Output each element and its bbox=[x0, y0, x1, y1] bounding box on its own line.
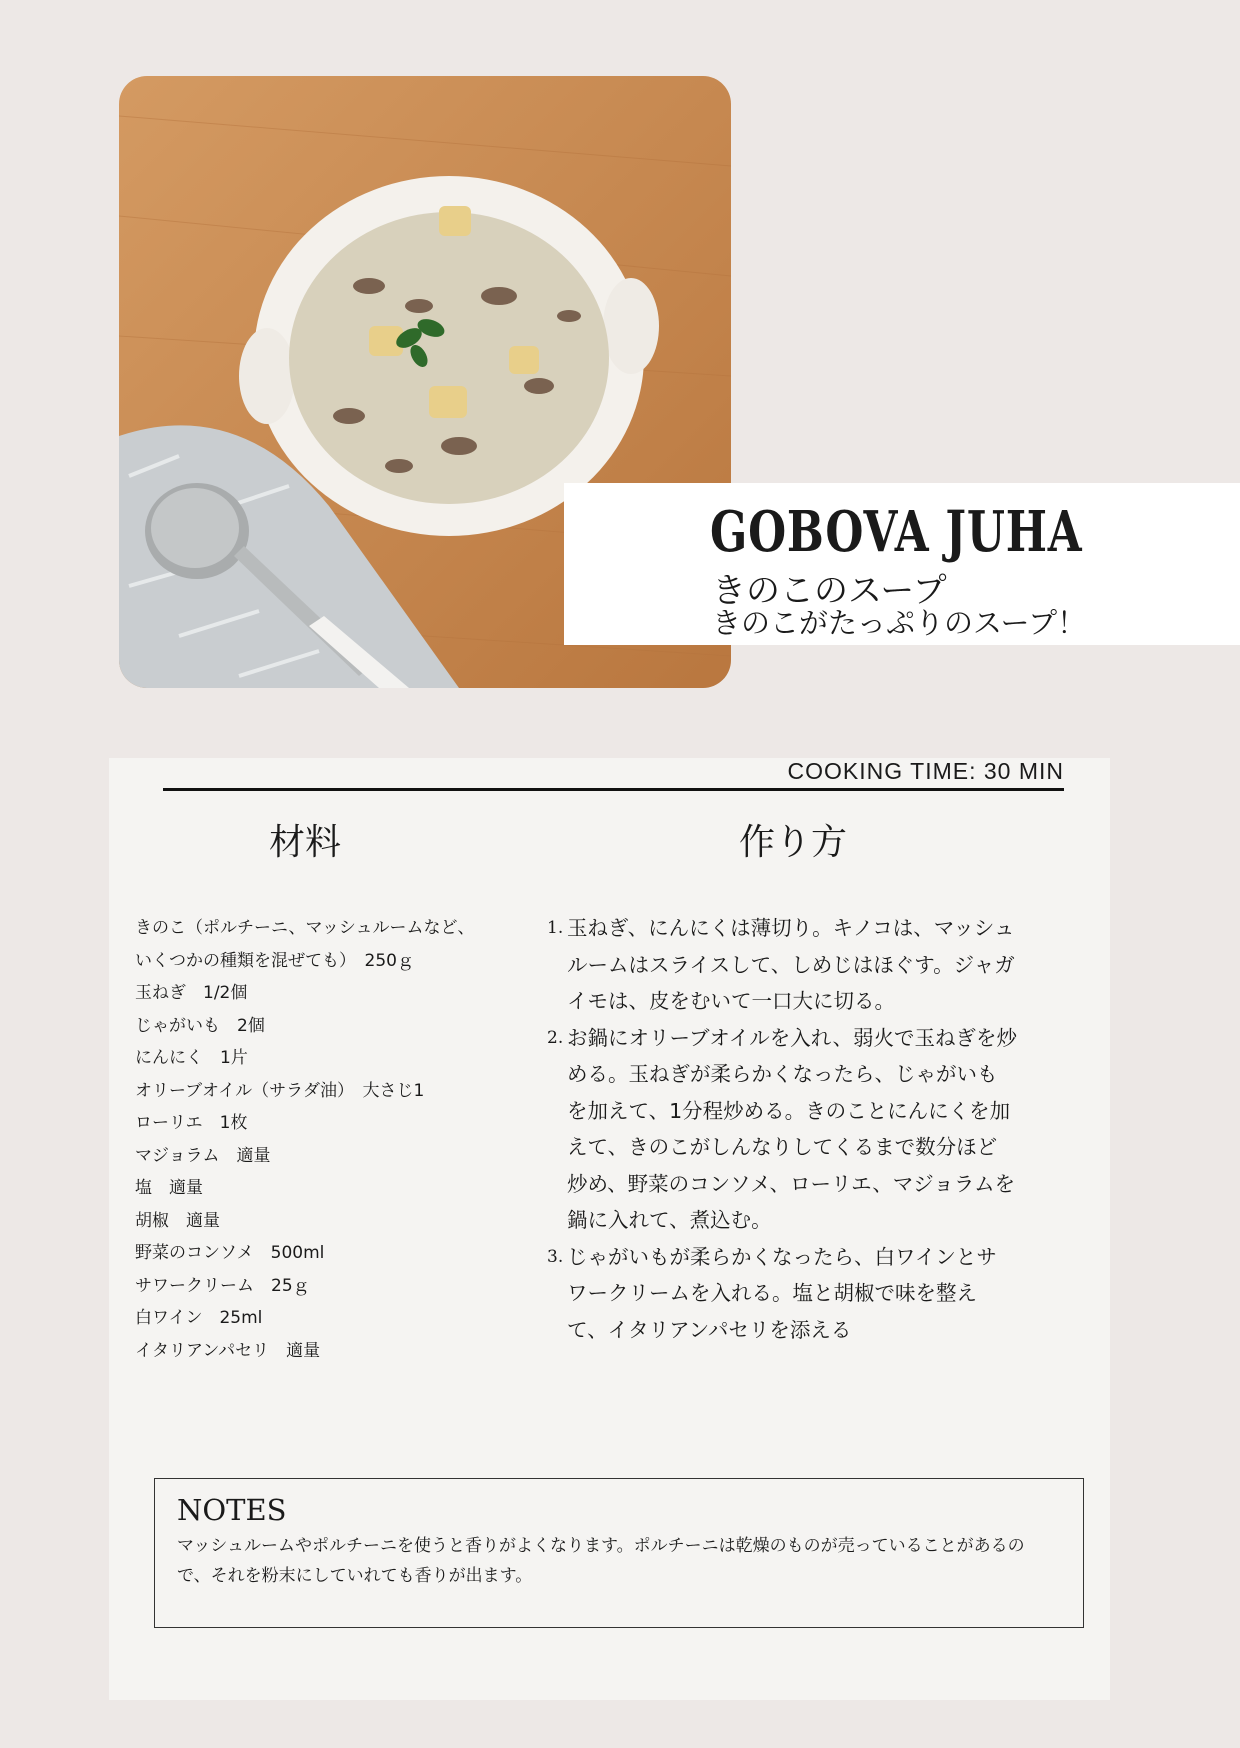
divider-rule bbox=[163, 788, 1064, 791]
title-banner bbox=[564, 483, 1240, 645]
recipe-subtitle: きのこがたっぷりのスープ！ bbox=[712, 606, 1087, 640]
ingredient-item: きのこ（ポルチーニ、マッシュルームなど、いくつかの種類を混ぜても） 250ｇ bbox=[135, 918, 475, 971]
step-number: 3. bbox=[547, 1246, 564, 1267]
recipe-title-jp: きのこのスープ bbox=[712, 571, 947, 611]
cooking-time: COOKING TIME: 30 MIN bbox=[787, 758, 1064, 784]
step-number: 1. bbox=[547, 918, 564, 938]
ingredient-item: 玉ねぎ 1/2個 bbox=[135, 983, 248, 1003]
ingredient-item: 塩 適量 bbox=[135, 1178, 203, 1198]
ingredient-item: 胡椒 適量 bbox=[135, 1210, 220, 1231]
step-text: 玉ねぎ、にんにくは薄切り。キノコは、マッシュルームはスライスして、しめじはほぐす。ジャガイモは、皮をむいて一口大に切る。 bbox=[567, 916, 1015, 1013]
steps-list bbox=[537, 910, 1017, 1348]
notes-box bbox=[154, 1478, 1084, 1628]
soup bbox=[289, 212, 609, 504]
ingredient-item: 白ワイン 25ml bbox=[135, 1308, 263, 1328]
steps-heading: 作り方 bbox=[739, 822, 848, 863]
ingredient-item: 野菜のコンソメ 500ml bbox=[135, 1243, 325, 1263]
ingredients-list bbox=[135, 912, 485, 1367]
recipe-card bbox=[109, 758, 1110, 1700]
step-item bbox=[537, 1020, 1017, 1239]
ingredient-item: イタリアンパセリ 適量 bbox=[135, 1340, 321, 1361]
step-item bbox=[537, 910, 1017, 1020]
ingredient-item: にんにく 1片 bbox=[135, 1048, 248, 1068]
notes-text: マッシュルームやポルチーニを使うと香りがよくなります。ポルチーニは乾燥のものが売っていることがあるので、それを粉末にしていれても香りが出ます。 bbox=[177, 1536, 1025, 1586]
notes-title: NOTES bbox=[177, 1493, 287, 1527]
ingredient-item: マジョラム 適量 bbox=[135, 1145, 271, 1166]
recipe-title-en: GOBOVA JUHA bbox=[710, 499, 1083, 565]
step-text: お鍋にオリーブオイルを入れ、弱火で玉ねぎを炒める。玉ねぎが柔らかくなったら、じゃがいもを加えて、1分程炒める。きのことにんにくを加えて、きのこがしんなりしてくるまで数分ほど炒め、野菜のコンソメ、ローリエ、マジョラムを鍋に入れて、煮込む。 bbox=[567, 1025, 1017, 1232]
ingredients-heading: 材料 bbox=[269, 822, 342, 863]
step-number: 2. bbox=[547, 1027, 564, 1048]
ingredient-item: オリーブオイル（サラダ油） 大さじ1 bbox=[135, 1080, 425, 1101]
ingredient-item: じゃがいも 2個 bbox=[135, 1015, 265, 1036]
step-text: じゃがいもが柔らかくなったら、白ワインとサワークリームを入れる。塩と胡椒で味を整えて、イタリアンパセリを添える bbox=[567, 1244, 997, 1342]
ingredient-item: サワークリーム 25ｇ bbox=[135, 1275, 310, 1296]
ingredient-item: ローリエ 1枚 bbox=[135, 1113, 248, 1133]
step-item bbox=[537, 1239, 1017, 1349]
